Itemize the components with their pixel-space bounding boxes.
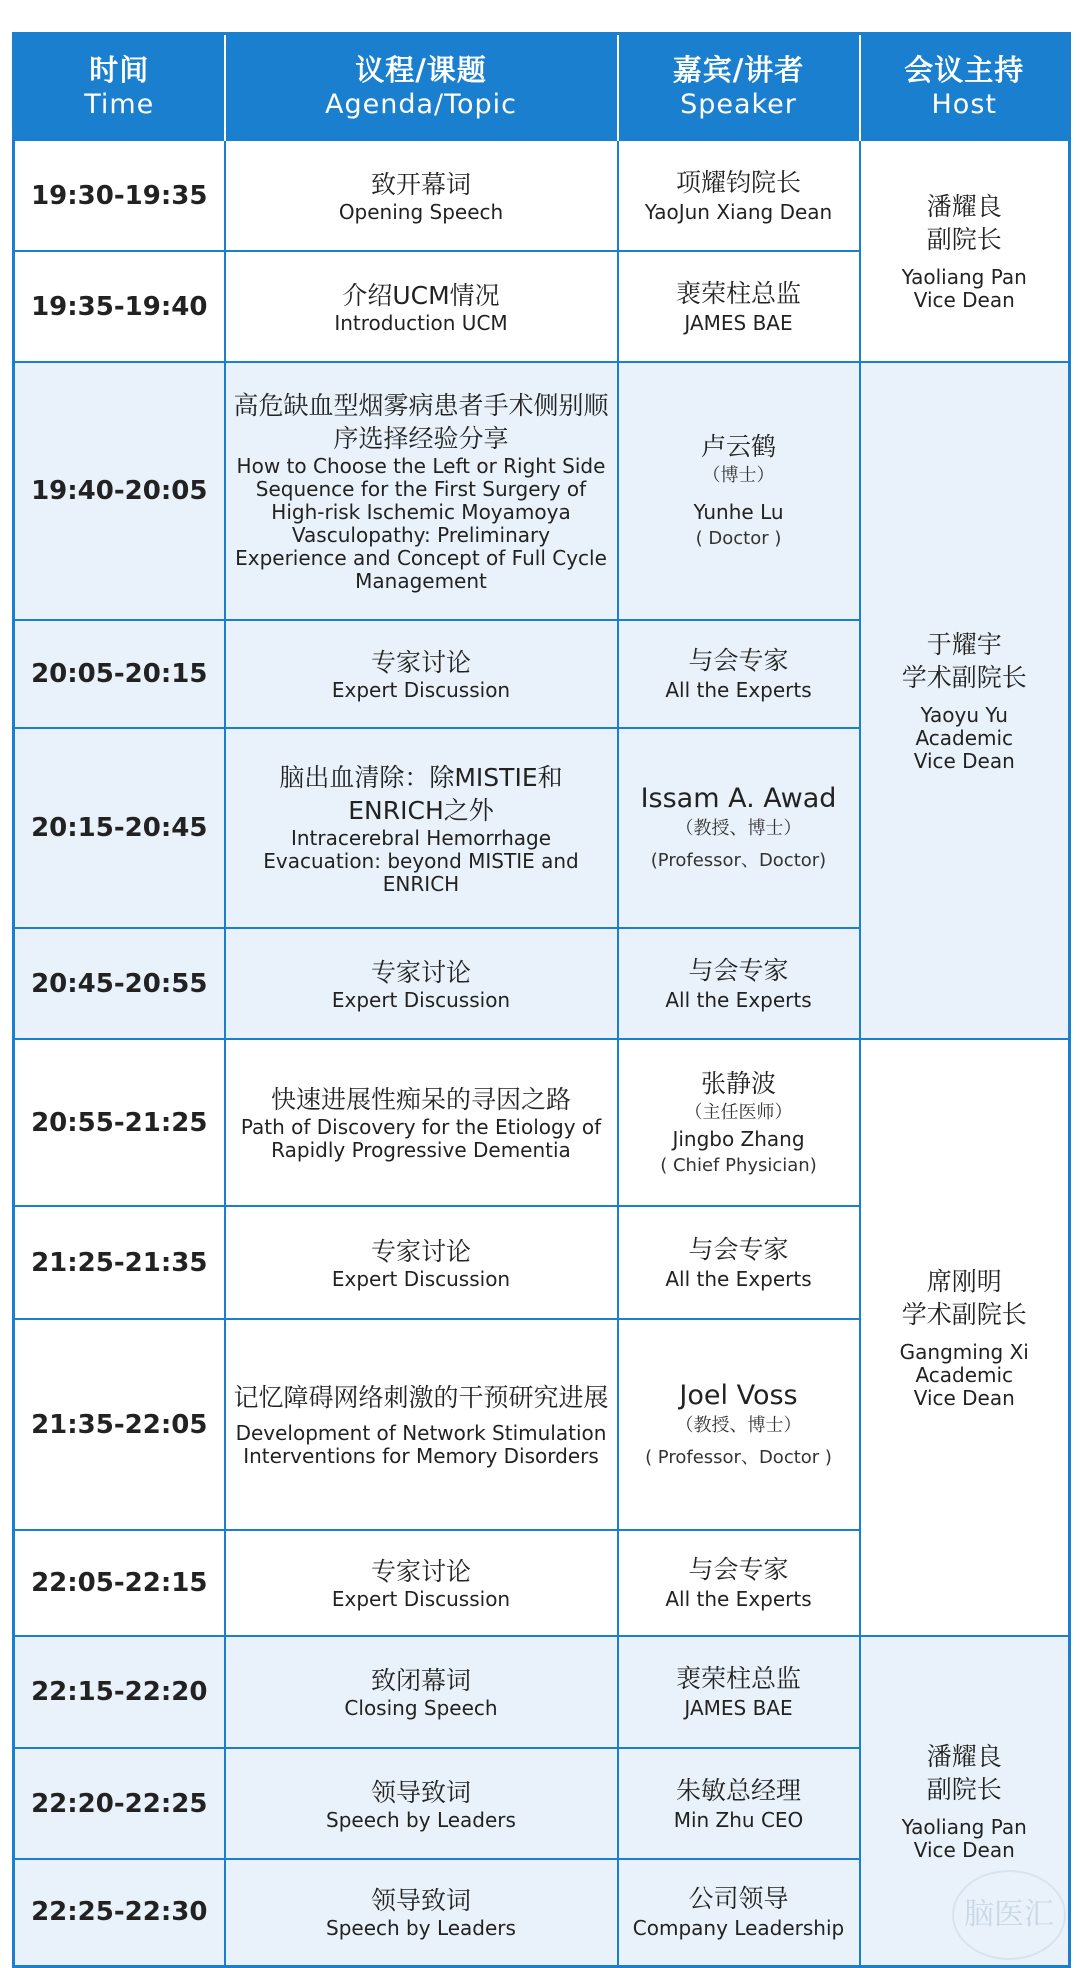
topic-cn: 介绍UCM情况	[342, 280, 500, 310]
host-title-en: Vice Dean	[913, 288, 1015, 312]
speaker-cell	[618, 620, 860, 728]
host-title-cn: 副院长	[926, 1774, 1002, 1804]
topic-cell	[225, 1039, 618, 1206]
table-row	[14, 362, 1070, 620]
topic-en: Speech by Leaders	[326, 1916, 516, 1941]
time-text: 20:05-20:15	[31, 659, 208, 689]
speaker-title-en: (Professor、Doctor)	[650, 850, 827, 871]
time-cell	[14, 1636, 225, 1748]
speaker-cell	[618, 1319, 860, 1530]
header-time-cn: 时间	[89, 53, 150, 87]
host-name-en: Gangming Xi	[899, 1340, 1029, 1364]
speaker-title-cn: （教授、博士）	[675, 818, 802, 839]
topic-en: Introduction UCM	[334, 310, 508, 335]
speaker-en: Yunhe Lu	[693, 500, 784, 524]
speaker-en: All the Experts	[665, 987, 812, 1012]
topic-cell	[225, 928, 618, 1039]
time-text: 22:20-22:25	[31, 1788, 208, 1819]
time-cell	[14, 1530, 225, 1636]
host-name-cn: 席刚明	[926, 1267, 1002, 1296]
speaker-en: YaoJun Xiang Dean	[644, 199, 833, 224]
host-title-cn: 学术副院长	[901, 1300, 1027, 1329]
time-text: 19:35-19:40	[31, 291, 208, 322]
speaker-cn: 与会专家	[688, 1555, 789, 1584]
topic-cell	[225, 1748, 618, 1859]
host-title-en-2: Vice Dean	[913, 749, 1015, 773]
header-speaker-cn: 嘉宾/讲者	[672, 53, 805, 87]
topic-cn: 专家讨论	[370, 957, 471, 987]
time-text: 22:05-22:15	[31, 1568, 208, 1598]
topic-cell	[225, 728, 618, 928]
topic-cn: 专家讨论	[370, 648, 471, 677]
topic-en: Expert Discussion	[331, 987, 511, 1012]
speaker-cell	[618, 251, 860, 362]
topic-cn: 致闭幕词	[370, 1666, 471, 1695]
time-text: 20:15-20:45	[31, 813, 208, 843]
header-speaker-en: Speaker	[680, 89, 797, 120]
speaker-name: Issam A. Awad	[640, 783, 837, 814]
speaker-cell	[618, 1039, 860, 1206]
speaker-name: Joel Voss	[679, 1379, 798, 1411]
host-name-en: Yaoyu Yu	[920, 703, 1008, 727]
speaker-cn: 卢云鹤	[700, 432, 776, 461]
speaker-title-en: ( Chief Physician)	[660, 1154, 817, 1176]
topic-en: Closing Speech	[344, 1696, 498, 1720]
topic-cn: 快速进展性痴呆的寻因之路	[270, 1085, 571, 1114]
header-topic	[225, 34, 618, 141]
speaker-en: All the Experts	[665, 1587, 812, 1611]
time-text: 20:45-20:55	[31, 968, 208, 999]
topic-cn: 记忆障碍网络刺激的干预研究进展	[233, 1383, 609, 1412]
header-speaker	[618, 34, 860, 141]
topic-cell	[225, 1636, 618, 1748]
time-cell	[14, 1748, 225, 1859]
table-row	[14, 1039, 1070, 1206]
topic-cell	[225, 362, 618, 620]
time-text: 19:30-19:35	[31, 180, 208, 211]
time-cell	[14, 1039, 225, 1206]
time-cell	[14, 620, 225, 728]
speaker-cell	[618, 362, 860, 620]
speaker-cell	[618, 1636, 860, 1748]
host-cell	[860, 140, 1070, 362]
header-row	[14, 34, 1070, 141]
time-text: 22:15-22:20	[31, 1677, 208, 1707]
topic-cell	[225, 1319, 618, 1530]
topic-en: Path of Discovery for the Etiology of Rapidly Progressive Dementia	[240, 1115, 602, 1162]
topic-cn: 专家讨论	[370, 1557, 471, 1586]
host-cell	[860, 362, 1070, 1039]
speaker-cn: 朱敏总经理	[675, 1775, 801, 1805]
header-host-cn: 会议主持	[904, 53, 1025, 87]
host-name-cn: 潘耀良	[926, 192, 1002, 221]
host-name-en: Yaoliang Pan	[901, 265, 1027, 289]
header-time	[14, 34, 225, 141]
speaker-en: JAMES BAE	[684, 1696, 793, 1720]
topic-en: Expert Discussion	[331, 1587, 511, 1611]
table-row	[14, 140, 1070, 251]
topic-en: Expert Discussion	[331, 678, 511, 702]
speaker-cell	[618, 1748, 860, 1859]
topic-en: Expert Discussion	[331, 1266, 511, 1291]
header-topic-en: Agenda/Topic	[324, 89, 518, 120]
topic-cell	[225, 251, 618, 362]
time-text: 20:55-21:25	[31, 1107, 208, 1138]
speaker-cn: 与会专家	[688, 646, 789, 675]
topic-en: How to Choose the Left or Right Side Sequence for the First Surgery of High-risk Ischemic Moyamoya Vasculopathy: Preliminary Experience and Concept of Full Cycle Management	[235, 454, 607, 593]
watermark-logo	[952, 1870, 1066, 1960]
topic-cn: 高危缺血型烟雾病患者手术侧别顺序选择经验分享	[233, 391, 609, 453]
time-text: 21:35-22:05	[31, 1409, 208, 1440]
time-cell	[14, 1859, 225, 1966]
topic-en: Development of Network Stimulation Interventions for Memory Disorders	[235, 1421, 607, 1468]
speaker-cn: 项耀钧院长	[675, 167, 801, 197]
host-title-en-2: Vice Dean	[913, 1386, 1015, 1410]
topic-cn: 领导致词	[370, 1777, 471, 1807]
header-time-en: Time	[84, 89, 155, 120]
topic-en: Opening Speech	[338, 199, 504, 224]
speaker-en: JAMES BAE	[684, 310, 793, 335]
host-name-en: Yaoliang Pan	[901, 1814, 1027, 1839]
speaker-title-en: ( Doctor )	[695, 528, 782, 549]
host-name-cn: 于耀宇	[926, 630, 1002, 659]
host-title-en: Academic	[915, 1363, 1014, 1387]
speaker-cn: 与会专家	[688, 1234, 789, 1264]
time-text: 22:25-22:30	[31, 1897, 208, 1928]
time-cell	[14, 251, 225, 362]
speaker-cell	[618, 728, 860, 928]
agenda-table	[12, 32, 1071, 1968]
topic-cell	[225, 1530, 618, 1636]
time-cell	[14, 362, 225, 620]
speaker-cell	[618, 1859, 860, 1966]
host-title-cn: 副院长	[926, 225, 1002, 254]
time-cell	[14, 1319, 225, 1530]
time-text: 19:40-20:05	[31, 476, 208, 506]
speaker-cn: 裵荣柱总监	[675, 278, 801, 308]
topic-cn: 专家讨论	[370, 1236, 471, 1266]
topic-en: Speech by Leaders	[326, 1807, 516, 1832]
speaker-title-cn: （博士）	[702, 465, 775, 486]
header-host	[860, 34, 1070, 141]
host-title-en: Academic	[915, 726, 1014, 750]
time-text: 21:25-21:35	[31, 1247, 208, 1278]
host-title-en: Vice Dean	[913, 1837, 1015, 1862]
time-cell	[14, 140, 225, 251]
topic-cn: 致开幕词	[370, 169, 471, 199]
speaker-cn: 裵荣柱总监	[675, 1664, 801, 1693]
speaker-cn: 张静波	[700, 1068, 776, 1098]
speaker-cell	[618, 140, 860, 251]
topic-cell	[225, 1206, 618, 1319]
topic-cell	[225, 620, 618, 728]
host-cell	[860, 1039, 1070, 1636]
watermark-text: 脑医汇	[964, 1897, 1054, 1932]
time-cell	[14, 1206, 225, 1319]
topic-cn: 脑出血清除：除MISTIE和ENRICH之外	[279, 762, 563, 825]
topic-cn: 领导致词	[370, 1886, 471, 1916]
speaker-en: All the Experts	[665, 678, 812, 702]
speaker-title-en: ( Professor、Doctor )	[645, 1446, 832, 1468]
header-host-en: Host	[931, 89, 997, 120]
table-row	[14, 1636, 1070, 1748]
time-cell	[14, 928, 225, 1039]
topic-en: Intracerebral Hemorrhage Evacuation: beyond MISTIE and ENRICH	[263, 825, 579, 896]
speaker-cell	[618, 1206, 860, 1319]
speaker-en: Jingbo Zhang	[672, 1126, 805, 1151]
time-cell	[14, 728, 225, 928]
speaker-title-cn: （教授、博士）	[675, 1414, 802, 1436]
topic-cell	[225, 140, 618, 251]
speaker-cn: 与会专家	[688, 955, 789, 985]
speaker-title-cn: （主任医师）	[684, 1101, 793, 1123]
speaker-en: All the Experts	[665, 1266, 812, 1291]
speaker-cell	[618, 928, 860, 1039]
speaker-en: Company Leadership	[632, 1916, 845, 1941]
speaker-cn: 公司领导	[688, 1884, 789, 1914]
speaker-cell	[618, 1530, 860, 1636]
topic-cell	[225, 1859, 618, 1966]
host-title-cn: 学术副院长	[901, 663, 1027, 692]
header-topic-cn: 议程/课题	[355, 53, 487, 87]
host-name-cn: 潘耀良	[926, 1741, 1002, 1771]
speaker-en: Min Zhu CEO	[673, 1807, 804, 1832]
